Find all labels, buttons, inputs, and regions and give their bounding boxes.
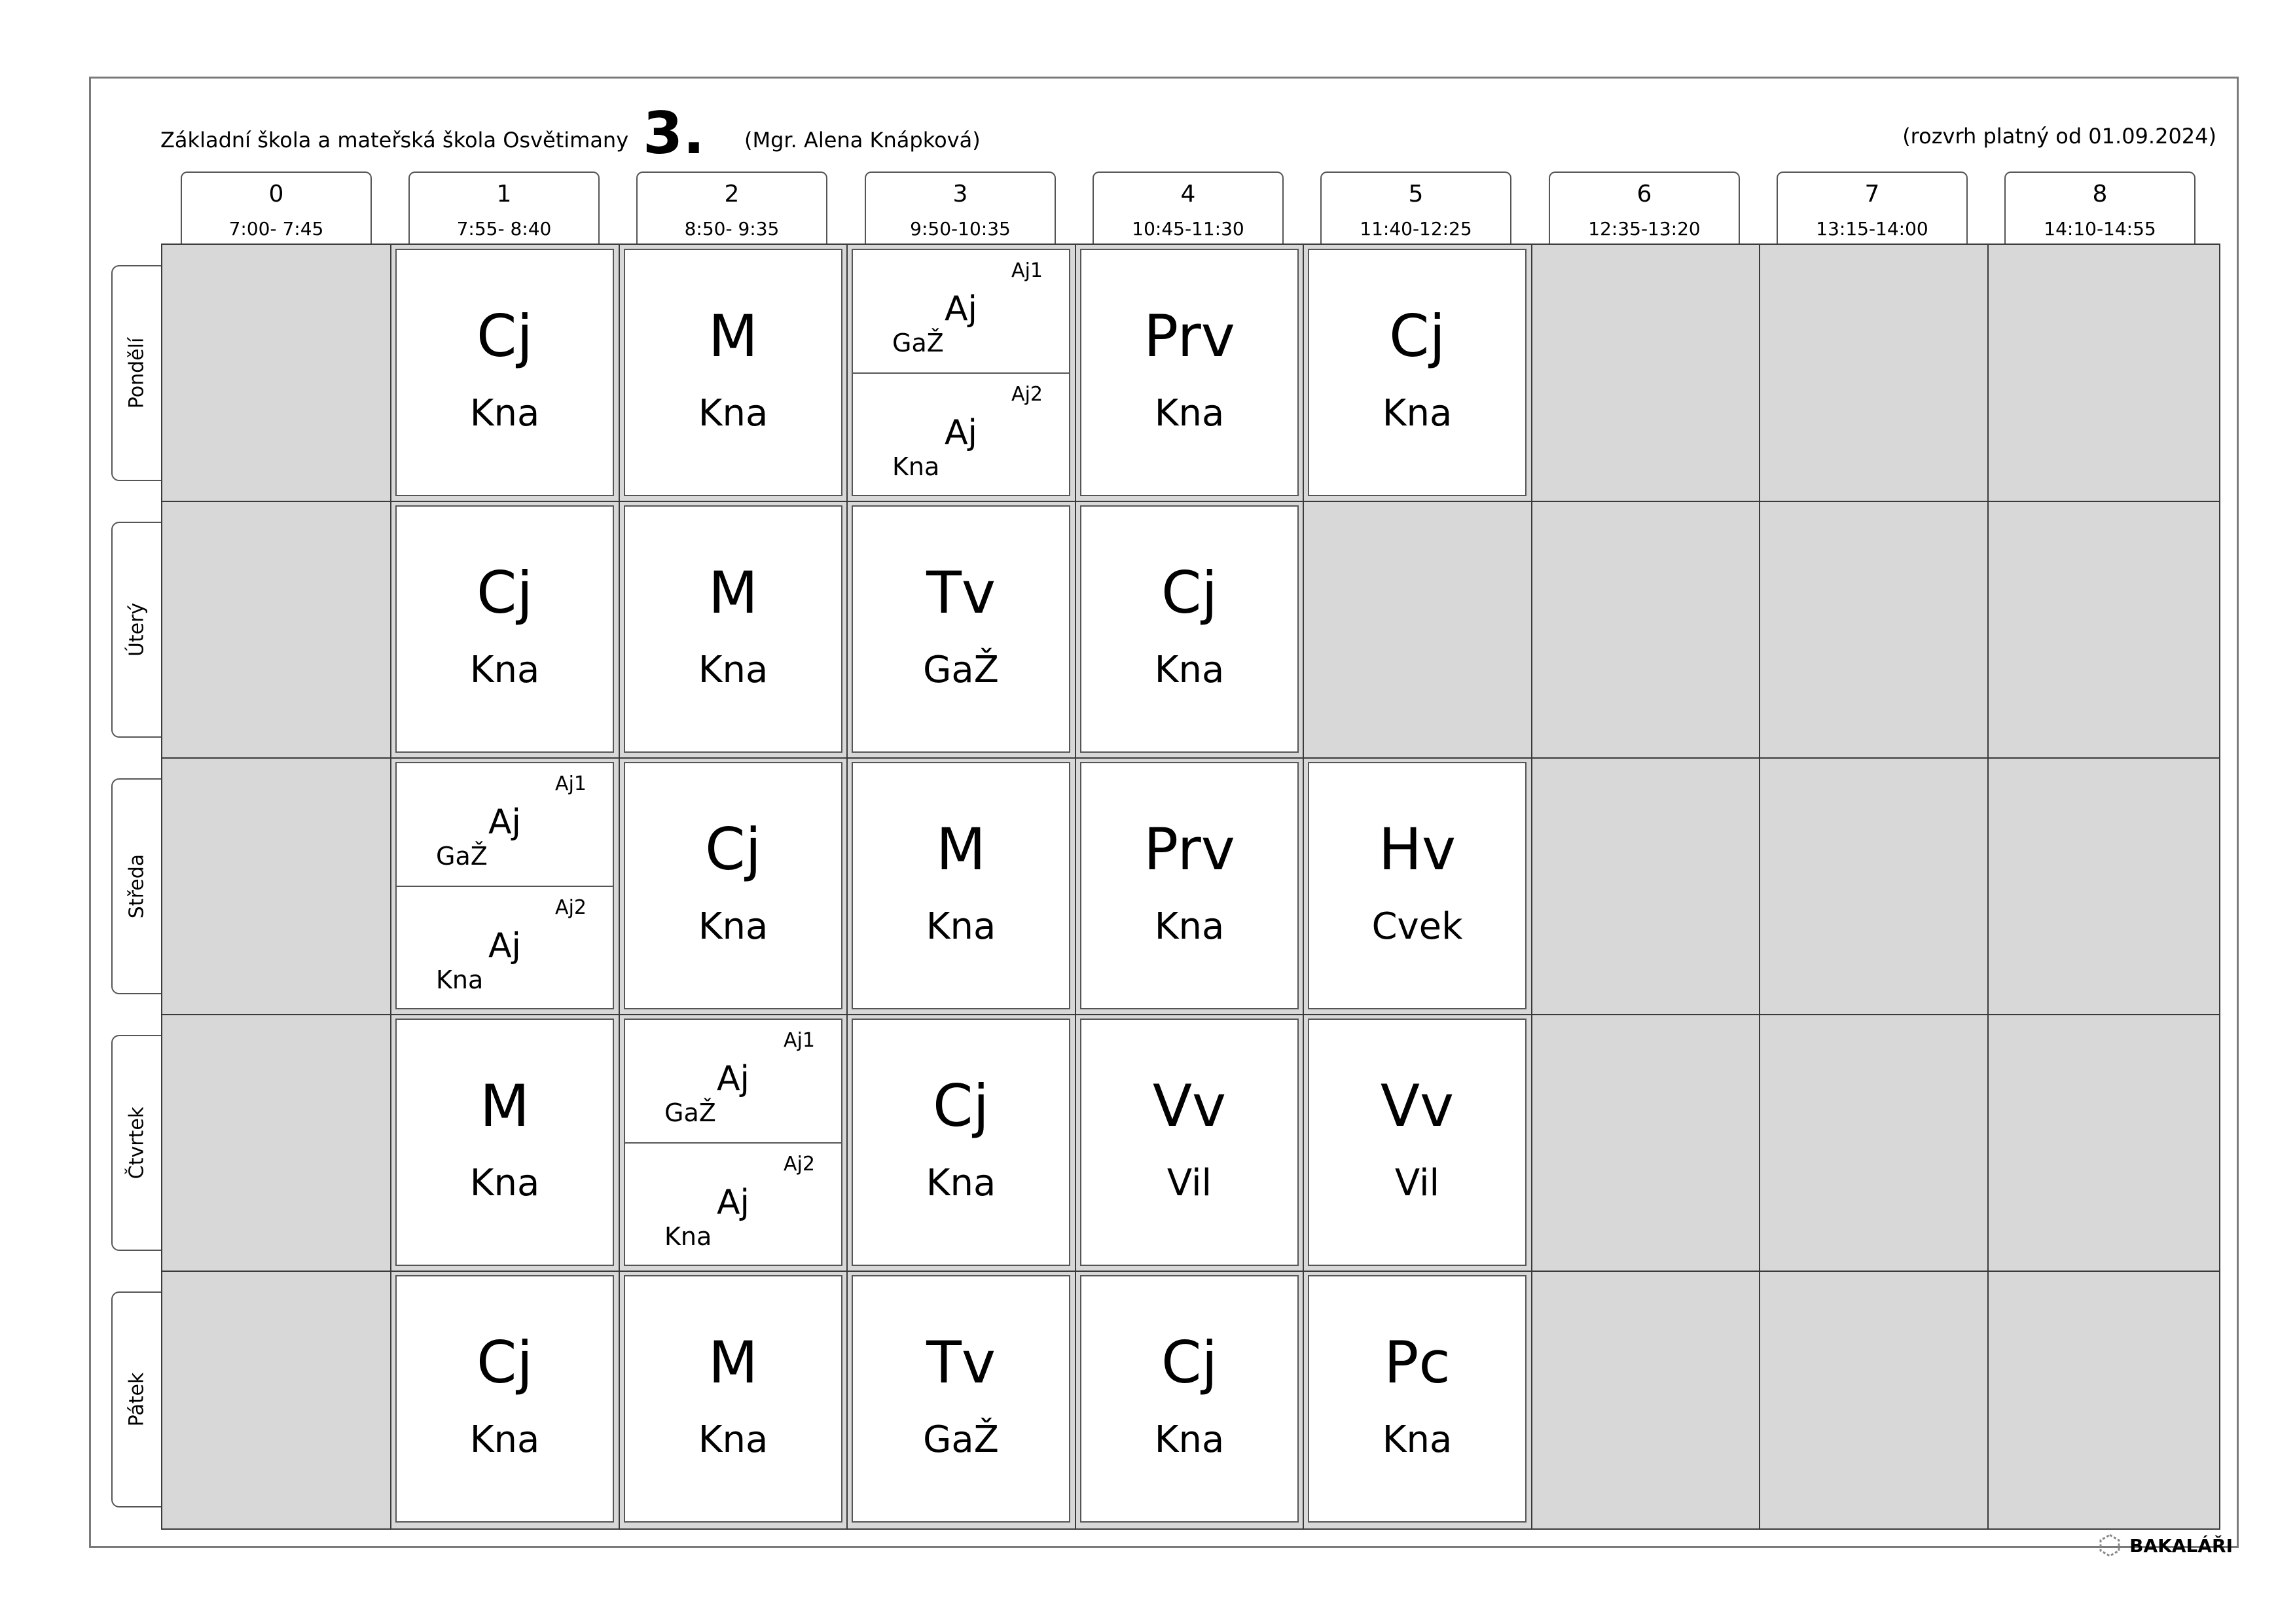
class-number: 3. [643,99,705,167]
lesson-teacher: Kna [469,392,540,435]
class-teacher: (Mgr. Alena Knápková) [744,128,981,153]
hour-number: 2 [724,181,740,208]
group-teacher: GaŽ [436,842,488,871]
grid-line [846,245,848,1528]
hour-time: 14:10-14:55 [2044,218,2156,240]
lesson-cell-fri-2[interactable] [624,1275,842,1523]
group-lesson-aj1[interactable] [853,250,1069,372]
valid-from: (rozvrh platný od 01.09.2024) [1902,124,2216,149]
group-lesson-aj2[interactable] [625,1142,841,1266]
hour-number: 3 [952,181,968,208]
lesson-subject: Cj [933,1072,989,1140]
lesson-cell-thu-3[interactable] [852,1019,1070,1266]
lesson-cell-mon-3[interactable] [852,249,1070,496]
lesson-subject: Vv [1380,1072,1455,1140]
lesson-cell-tue-1[interactable] [395,505,614,753]
hour-time: 8:50- 9:35 [684,218,780,240]
lesson-subject: M [708,559,758,626]
bakalari-logo-icon [2097,1532,2123,1559]
lesson-teacher: Vil [1394,1162,1440,1204]
group-subject: Aj [716,1059,750,1098]
hour-number: 4 [1180,181,1196,208]
lesson-cell-wed-1[interactable] [395,762,614,1009]
lesson-cell-mon-1[interactable] [395,249,614,496]
lesson-cell-thu-1[interactable] [395,1019,614,1266]
lesson-cell-tue-4[interactable] [1080,505,1299,753]
lesson-cell-wed-5[interactable] [1308,762,1527,1009]
lesson-cell-fri-3[interactable] [852,1275,1070,1523]
grid-line [1531,245,1532,1528]
hour-time: 11:40-12:25 [1360,218,1472,240]
group-subject: Aj [488,803,522,842]
hour-header-8 [2004,171,2196,244]
group-teacher: Kna [436,965,484,994]
group-teacher: GaŽ [664,1098,716,1127]
group-teacher: GaŽ [892,329,944,357]
lesson-subject: M [480,1072,530,1140]
hour-number: 6 [1636,181,1652,208]
grid-line [162,757,2219,759]
lesson-subject: Cj [1389,302,1445,370]
day-name: Pondělí [125,337,149,409]
lesson-subject: Tv [926,559,996,626]
lesson-cell-thu-4[interactable] [1080,1019,1299,1266]
lesson-subject: Prv [1144,302,1235,370]
hour-time: 7:00- 7:45 [228,218,324,240]
group-teacher: Kna [892,452,940,481]
lesson-teacher: Kna [1154,905,1225,948]
brand-name: BAKALÁŘI [2129,1534,2233,1557]
hour-number: 0 [268,181,284,208]
lesson-cell-wed-4[interactable] [1080,762,1299,1009]
hour-header-1 [408,171,600,244]
lesson-subject: Cj [477,302,533,370]
hour-header-6 [1549,171,1740,244]
lesson-cell-wed-2[interactable] [624,762,842,1009]
lesson-cell-wed-3[interactable] [852,762,1070,1009]
grid-line [162,1271,2219,1272]
hour-time: 7:55- 8:40 [456,218,552,240]
lesson-teacher: GaŽ [922,1418,1000,1461]
lesson-subject: M [708,1329,758,1396]
day-label-monday [111,265,161,481]
day-label-tuesday [111,522,161,738]
day-label-thursday [111,1035,161,1251]
group-label: Aj2 [784,1153,815,1176]
group-lesson-aj2[interactable] [853,372,1069,496]
lesson-subject: Cj [1161,559,1218,626]
day-name: Středa [125,854,149,919]
group-label: Aj2 [1011,383,1043,406]
lesson-subject: M [708,302,758,370]
hour-number: 8 [2092,181,2108,208]
lesson-teacher: Kna [926,1162,996,1204]
group-subject: Aj [716,1183,750,1222]
grid-line [619,245,620,1528]
lesson-teacher: Kna [698,905,768,948]
lesson-cell-mon-5[interactable] [1308,249,1527,496]
group-label: Aj1 [1011,259,1043,282]
lesson-subject: Cj [1161,1329,1218,1396]
lesson-subject: M [936,816,986,883]
lesson-cell-tue-2[interactable] [624,505,842,753]
lesson-cell-fri-5[interactable] [1308,1275,1527,1523]
lesson-teacher: Kna [698,649,768,691]
group-lesson-aj2[interactable] [397,886,613,1009]
lesson-cell-fri-4[interactable] [1080,1275,1299,1523]
hour-number: 1 [496,181,512,208]
lesson-teacher: GaŽ [922,649,1000,691]
lesson-subject: Prv [1144,816,1235,883]
hour-header-4 [1093,171,1284,244]
lesson-subject: Cj [477,1329,533,1396]
lesson-teacher: Kna [1154,392,1225,435]
lesson-cell-tue-3[interactable] [852,505,1070,753]
hour-header-2 [636,171,827,244]
group-label: Aj1 [555,772,587,795]
group-teacher: Kna [664,1222,712,1251]
timetable-grid [161,244,2220,1530]
hour-time: 10:45-11:30 [1132,218,1244,240]
group-subject: Aj [488,926,522,965]
lesson-teacher: Kna [469,649,540,691]
bakalari-brand [2097,1532,2233,1559]
day-label-friday [111,1291,161,1507]
lesson-teacher: Kna [1382,392,1453,435]
lesson-teacher: Kna [1154,649,1225,691]
hour-header-0 [181,171,372,244]
lesson-teacher: Vil [1166,1162,1212,1204]
lesson-teacher: Kna [469,1162,540,1204]
group-label: Aj1 [784,1029,815,1052]
group-subject: Aj [944,413,978,452]
hour-number: 5 [1408,181,1424,208]
lesson-teacher: Kna [1382,1418,1453,1461]
lesson-teacher: Kna [926,905,996,948]
hour-header-3 [865,171,1056,244]
hour-time: 13:15-14:00 [1816,218,1928,240]
lesson-subject: Pc [1384,1329,1451,1396]
lesson-subject: Tv [926,1329,996,1396]
lesson-teacher: Kna [1154,1418,1225,1461]
lesson-subject: Cj [477,559,533,626]
group-subject: Aj [944,289,978,329]
hour-time: 9:50-10:35 [910,218,1011,240]
day-label-wednesday [111,778,161,994]
grid-line [1303,245,1304,1528]
day-name: Pátek [125,1372,149,1427]
hour-time: 12:35-13:20 [1588,218,1701,240]
lesson-teacher: Kna [698,392,768,435]
lesson-cell-thu-2[interactable] [624,1019,842,1266]
grid-line [390,245,391,1528]
lesson-subject: Vv [1152,1072,1227,1140]
day-name: Čtvrtek [125,1106,149,1180]
lesson-subject: Cj [705,816,761,883]
hour-number: 7 [1864,181,1880,208]
lesson-cell-mon-4[interactable] [1080,249,1299,496]
hour-header-5 [1320,171,1511,244]
lesson-cell-thu-5[interactable] [1308,1019,1527,1266]
lesson-cell-mon-2[interactable] [624,249,842,496]
day-name: Úterý [125,602,149,657]
lesson-subject: Hv [1378,816,1456,883]
lesson-teacher: Kna [698,1418,768,1461]
grid-line [162,501,2219,502]
school-name: Základní škola a mateřská škola Osvětimany [160,128,629,153]
lesson-cell-fri-1[interactable] [395,1275,614,1523]
grid-line [1759,245,1760,1528]
group-label: Aj2 [555,896,587,919]
grid-line [1075,245,1076,1528]
lesson-teacher: Cvek [1371,905,1463,948]
group-lesson-aj1[interactable] [397,763,613,886]
grid-line [162,1014,2219,1015]
grid-line [1987,245,1989,1528]
group-lesson-aj1[interactable] [625,1020,841,1142]
lesson-teacher: Kna [469,1418,540,1461]
hour-header-7 [1777,171,1968,244]
